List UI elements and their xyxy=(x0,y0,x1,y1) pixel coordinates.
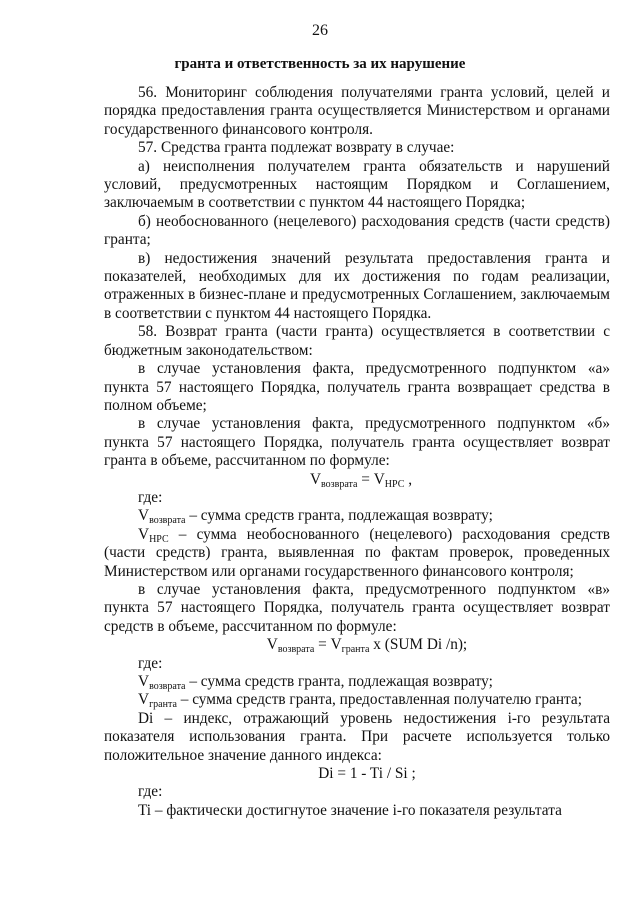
formula-1: $V_{возврата} = V_{НРС}$ , xyxy=(309,470,413,490)
where-label-3: где: xyxy=(138,783,163,801)
paragraph-56: 56. Мониторинг соблюдения получателями гранта условий, целей и порядка предоставления гранта осуществляется Министерством и органами государственного финансового контроля. xyxy=(104,84,610,138)
paragraph-58-v: в случае установления факта, предусмотренного подпунктом «в» пункта 57 настоящего Порядка, получатель гранта осуществляет возврат средств в объеме, рассчитанном по формуле: xyxy=(104,580,610,635)
page-number: 26 xyxy=(312,22,328,39)
paragraph-57-b: б) необоснованного (нецелевого) расходования средств (части средств) гранта; xyxy=(104,212,610,249)
formula-3: Di = 1 - Ti / Si ; xyxy=(318,765,416,783)
paragraph-58-a: в случае установления факта, предусмотренного подпунктом «а» пункта 57 настоящего Порядка, получатель гранта возвращает средства в полном объеме; xyxy=(104,360,610,414)
paragraph-58: 58. Возврат гранта (части гранта) осуществляется в соответствии с бюджетным законодательством: xyxy=(104,323,610,359)
definition-v-vozvrata-2: $V_{возврата}$ – сумма средств гранта, подлежащая возврату; xyxy=(138,673,493,692)
paragraph-57: 57. Средства гранта подлежат возврату в случае: xyxy=(138,139,455,157)
paragraph-57-a: а) неисполнения получателем гранта обязательств и нарушений условий, предусмотренных настоящим Порядком и Соглашением, заключаемым в соответствии с пунктом 44 настоящего Порядка; xyxy=(104,157,610,212)
formula-2: $V_{возврата} = V_{гранта}$ x (SUM Di /n); xyxy=(266,636,468,656)
document-body xyxy=(104,84,610,820)
definition-di: Di – индекс, отражающий уровень недостижения i-го результата показателя использования гранта. При расчете используется только положительное значение данного индекса: xyxy=(104,709,610,764)
paragraph-58-b: в случае установления факта, предусмотренного подпунктом «б» пункта 57 настоящего Порядка, получатель гранта осуществляет возврат гранта в объеме, рассчитанном по формуле: xyxy=(104,415,610,470)
definition-v-vozvrata-1: $V_{возврата}$ – сумма средств гранта, подлежащая возврату; xyxy=(138,507,493,527)
where-label-2: где: xyxy=(138,654,163,672)
definition-v-npc: $V_{НРС}$ – сумма необоснованного (нецелевого) расходования средств (части средств) гранта, выявленная по фактам проверок, проведенных Министерством или органами государственного финансового контроля; xyxy=(104,525,610,580)
definition-ti: Ti – фактически достигнутое значение i-го показателя результата xyxy=(138,801,562,819)
where-label-1: где: xyxy=(138,488,163,506)
section-heading: гранта и ответственность за их нарушение xyxy=(174,56,466,72)
paragraph-57-v: в) недостижения значений результата предоставления гранта и показателей, необходимых для их достижения по годам реализации, отраженных в бизнес-плане и предусмотренных Соглашением, заключаемым в соответствии с пунктом 44 настоящего Порядка. xyxy=(104,249,610,322)
definition-v-granta: $V_{гранта}$ – сумма средств гранта, предоставленная получателю гранта; xyxy=(138,691,582,711)
